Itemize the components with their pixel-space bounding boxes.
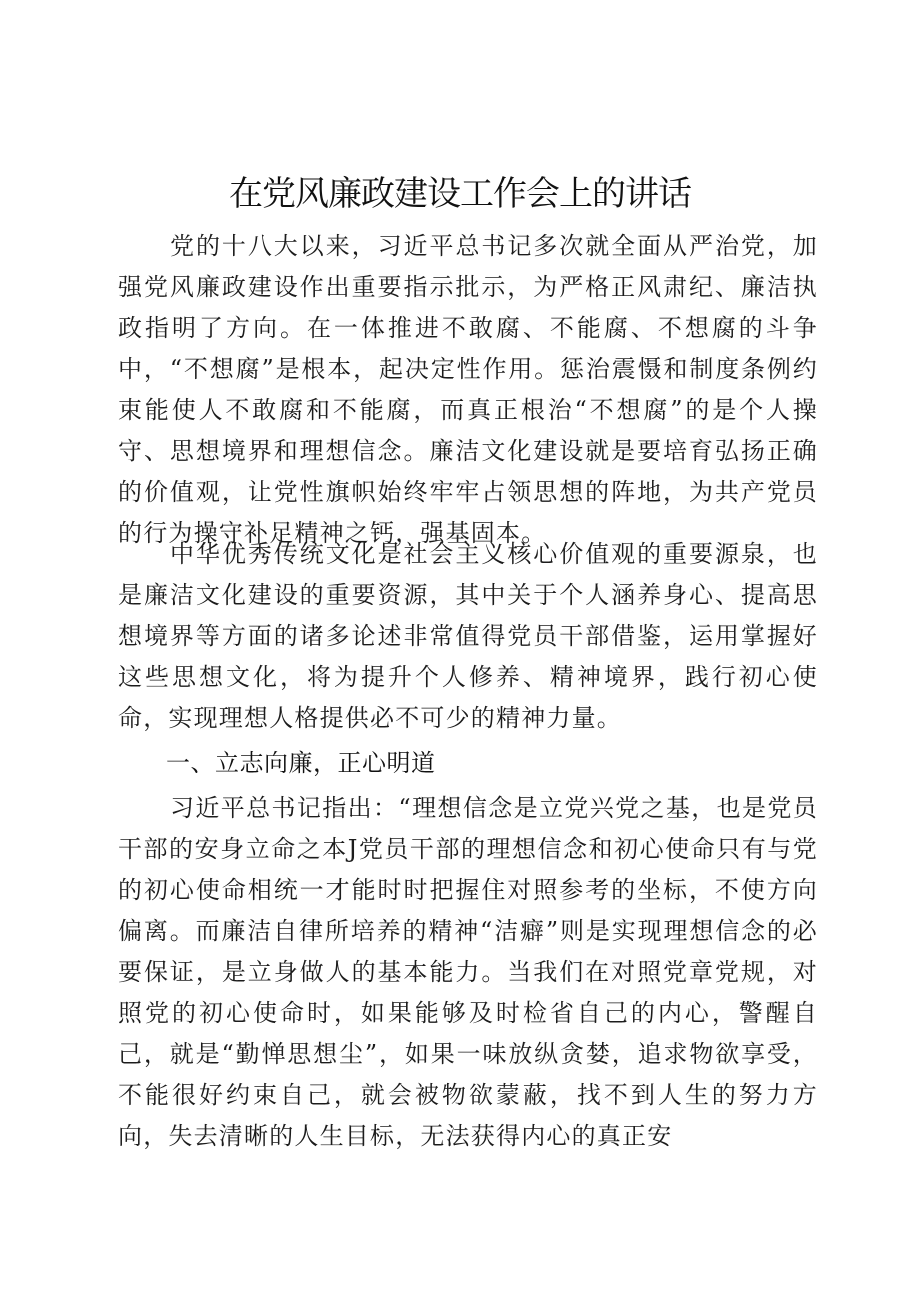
paragraph-intro bbox=[118, 226, 818, 554]
paragraph-traditional-culture bbox=[118, 534, 818, 739]
document-title: 在党风廉政建设工作会上的讲话 bbox=[229, 174, 691, 214]
paragraph-text: 习近平总书记指出：“理想信念是立党兴党之基，也是党员干部的安身立命之本J党员干部的理想信念和初心使命只有与党的初心使命相统一才能时时把握住对照参考的坐标，不使方向偏离。而廉洁自律所培养的精神“洁癖”则是实现理想信念的必要保证，是立身做人的基本能力。当我们在对照党章党规，对照党的初心使命时，如果能够及时检省自己的内心，警醒自己，就是“勤惮思想尘”，如果一味放纵贪婪，追求物欲享受，不能很好约束自己，就会被物欲蒙蔽，找不到人生的努力方向，失去清晰的人生目标，无法获得内心的真正安 bbox=[118, 794, 818, 1150]
paragraph-text: 中华优秀传统文化是社会主义核心价值观的重要源泉，也是廉洁文化建设的重要资源，其中关于个人涵养身心、提高思想境界等方面的诸多论述非常值得党员干部借鉴，运用掌握好这些思想文化，将为提升个人修养、精神境界，践行初心使命，实现理想人格提供必不可少的精神力量。 bbox=[118, 540, 818, 732]
paragraph-section-one bbox=[118, 788, 818, 1157]
section-heading: 一、立志向廉，正心明道 bbox=[166, 749, 436, 777]
paragraph-text: 党的十八大以来，习近平总书记多次就全面从严治党，加强党风廉政建设作出重要指示批示，为严格正风肃纪、廉洁执政指明了方向。在一体推进不敢腐、不能腐、不想腐的斗争中，“不想腐”是根本，起决定性作用。惩治震慑和制度条例约束能使人不敢腐和不能腐，而真正根治“不想腐”的是个人操守、思想境界和理想信念。廉洁文化建设就是要培育弘扬正确的价值观，让党性旗帜始终牢牢占领思想的阵地，为共产党员的行为操守补足精神之钙，强基固本。 bbox=[118, 232, 818, 547]
